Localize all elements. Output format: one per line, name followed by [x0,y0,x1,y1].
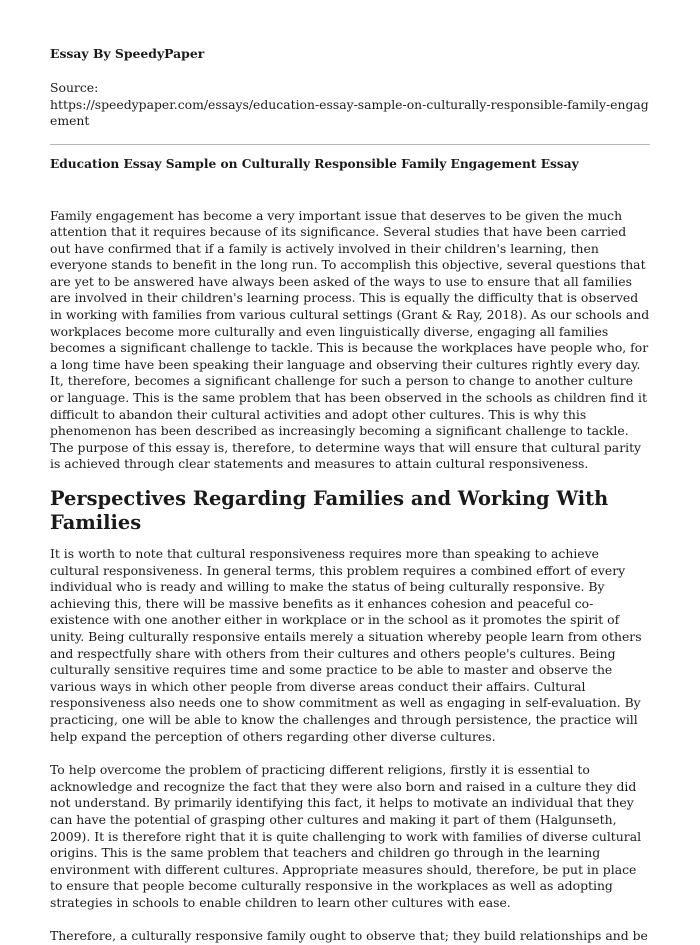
essay-body [50,208,650,945]
essay-title: Education Essay Sample on Culturally Responsible Family Engagement Essay [50,156,650,172]
source-label: Source: [50,80,650,97]
paragraph-section-3: Therefore, a culturally responsive family ought to observe that; they build relationships and be [50,928,650,945]
header-title: Essay By SpeedyPaper [50,46,650,62]
source-block [50,80,650,130]
paragraph-section-2: To help overcome the problem of practicing different religions, firstly it is essential to acknowledge and recognize the fact that they were also born and raised in a culture they did not understand. By primarily identifying this fact, it helps to motivate an individual that they can have the potential of grasping other cultures and making it part of them (Halgunseth, 2009). It is therefore right that it is quite challenging to work with families of diverse cultural origins. This is the same problem that teachers and children go through in the learning environment with different cultures. Appropriate measures should, therefore, be put in place to ensure that people become culturally responsive in the workplaces as well as adopting strategies in schools to enable children to learn other cultures with ease. [50,762,650,911]
paragraph-intro: Family engagement has become a very important issue that deserves to be given the much attention that it requires because of its significance. Several studies that have been carried out have confirmed that if a family is actively involved in their children's learning, then everyone stands to benefit in the long run. To accomplish this objective, several questions that are yet to be answered have always been asked of the ways to use to ensure that all families are involved in their children's learning process. This is equally the difficulty that is observed in working with families from various cultural settings (Grant & Ray, 2018). As our schools and workplaces become more culturally and even linguistically diverse, engaging all families becomes a significant challenge to tackle. This is because the workplaces have people who, for a long time have been speaking their language and observing their cultures rightly every day. It, therefore, becomes a significant challenge for such a person to change to another culture or language. This is the same problem that has been observed in the schools as children find it difficult to abandon their cultural activities and adopt other cultures. This is why this phenomenon has been described as increasingly becoming a significant challenge to tackle. The purpose of this essay is, therefore, to determine ways that will ensure that cultural parity is achieved through clear statements and measures to attain cultural responsiveness. [50,208,650,474]
section-heading: Perspectives Regarding Families and Working With Families [50,487,650,535]
document-header [50,0,650,172]
source-url[interactable]: https://speedypaper.com/essays/education-essay-sample-on-culturally-responsible-family-engagement [50,97,650,130]
paragraph-section-1: It is worth to note that cultural responsiveness requires more than speaking to achieve cultural responsiveness. In general terms, this problem requires a combined effort of every individual who is ready and willing to make the status of being culturally responsive. By achieving this, there will be massive benefits as it enhances cohesion and peaceful co-existence with one another either in workplace or in the school as it promotes the spirit of unity. Being culturally responsive entails merely a situation whereby people learn from others and respectfully share with others from their cultures and others people's cultures. Being culturally sensitive requires time and some practice to be able to master and observe the various ways in which other people from diverse areas conduct their affairs. Cultural responsiveness also needs one to show commitment as well as engaging in self-evaluation. By practicing, one will be able to know the challenges and through persistence, the practice will help expand the perception of others regarding other diverse cultures. [50,546,650,745]
divider [50,144,650,145]
